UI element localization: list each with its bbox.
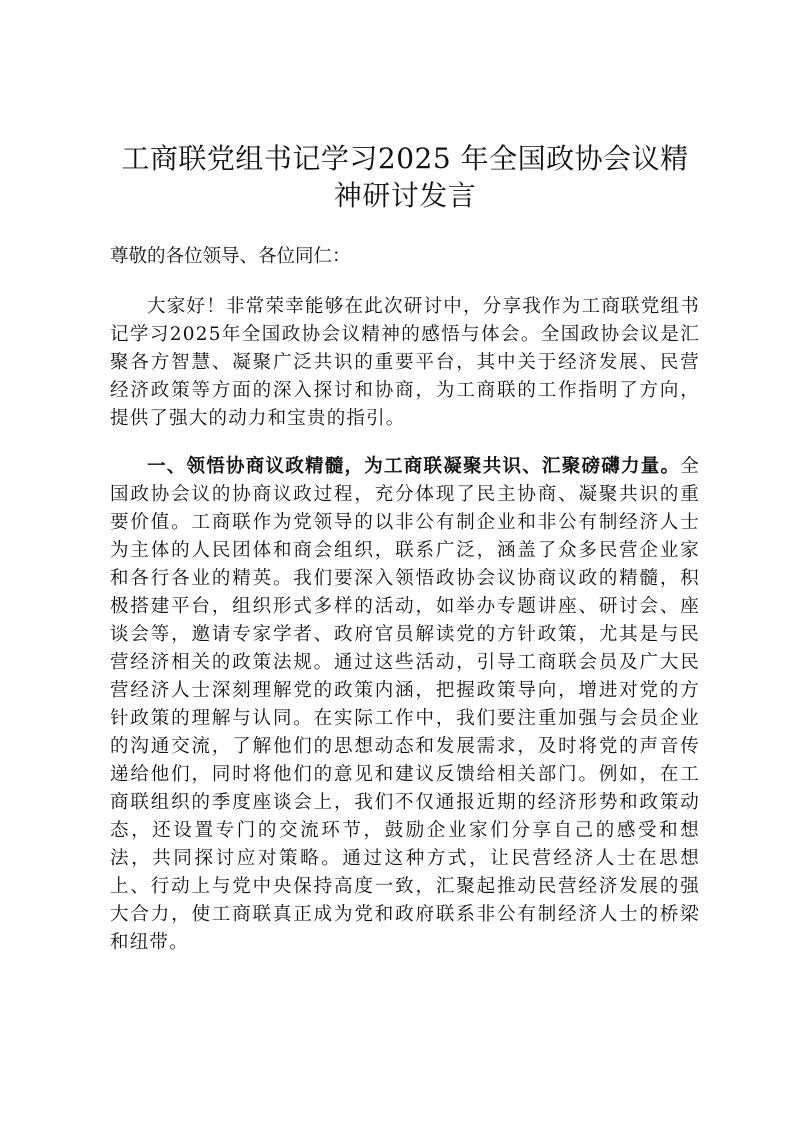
- paragraph-section-one: [110, 453, 700, 957]
- paragraph-text: 全国政协会议的协商议政过程，充分体现了民主协商、凝聚共识的重要价值。工商联作为党领导的以非公有制企业和非公有制经济人士为主体的人民团体和商会组织，联系广泛，涵盖了众多民营企业家和各行各业的精英。我们要深入领悟政协会议协商议政的精髓，积极搭建平台，组织形式多样的活动，如举办专题讲座、研讨会、座谈会等，邀请专家学者、政府官员解读党的方针政策，尤其是与民营经济相关的政策法规。通过这些活动，引导工商联会员及广大民营经济人士深刻理解党的政策内涵，把握政策导向，增进对党的方针政策的理解与认同。在实际工作中，我们要注重加强与会员企业的沟通交流，了解他们的思想动态和发展需求，及时将党的声音传递给他们，同时将他们的意见和建议反馈给相关部门。例如，在工商联组织的季度座谈会上，我们不仅通报近期的经济形势和政策动态，还设置专门的交流环节，鼓励企业家们分享自己的感受和想法，共同探讨应对策略。通过这种方式，让民营经济人士在思想上、行动上与党中央保持高度一致，汇聚起推动民营经济发展的强大合力，使工商联真正成为党和政府联系非公有制经济人士的桥梁和纽带。: [110, 456, 700, 953]
- salutation: 尊敬的各位领导、各位同仁：: [110, 246, 351, 267]
- paragraph-opening: [110, 293, 700, 433]
- paragraph-text: 大家好！非常荣幸能够在此次研讨中，分享我作为工商联党组书记学习2025年全国政协会议精神的感悟与体会。全国政协会议是汇聚各方智慧、凝聚广泛共识的重要平台，其中关于经济发展、民营经济政策等方面的深入探讨和协商，为工商联的工作指明了方向，提供了强大的动力和宝贵的指引。: [110, 296, 700, 429]
- document-title: 工商联党组书记学习2025 年全国政协会议精神研讨发言: [121, 142, 689, 212]
- section-heading-bold: 一、领悟协商议政精髓，为工商联凝聚共识、汇聚磅礴力量。: [147, 456, 681, 477]
